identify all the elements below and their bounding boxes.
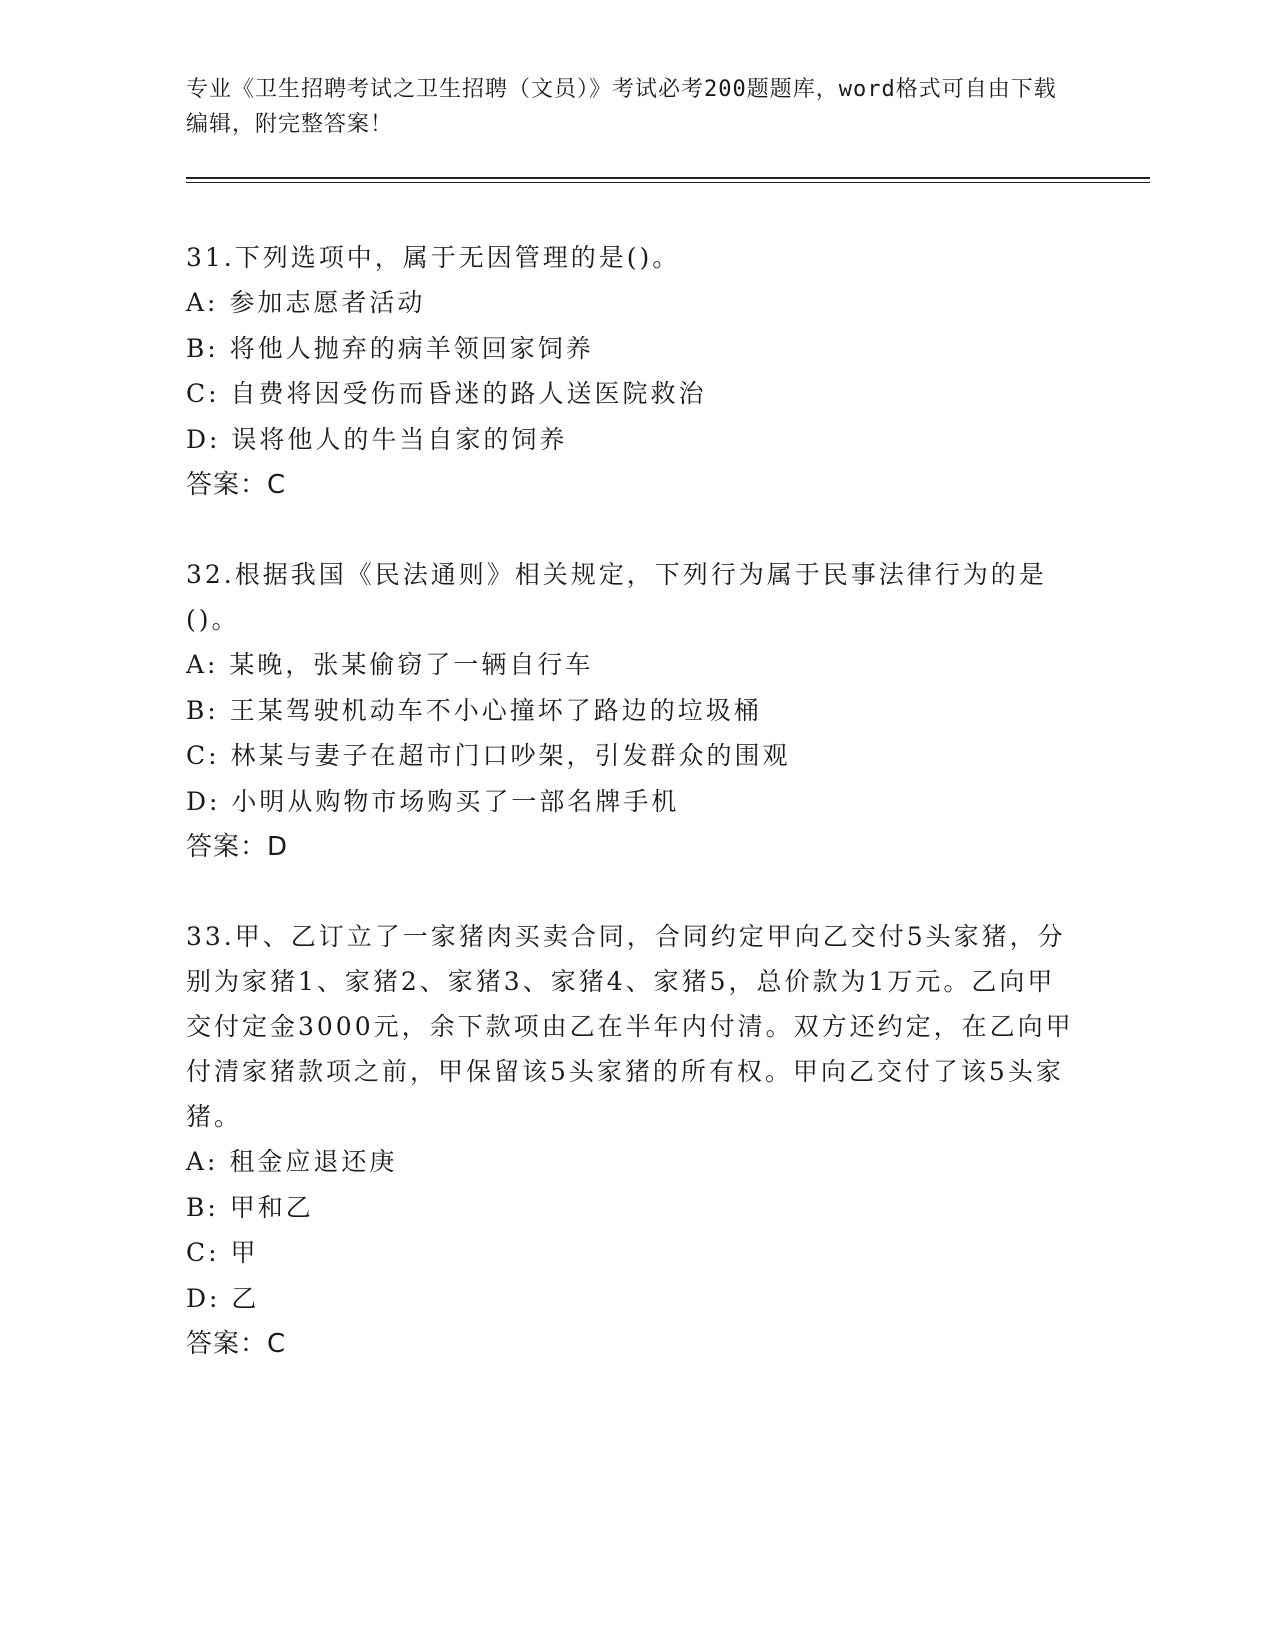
question-31 [186,235,1086,508]
answer-line: 答案：C [186,1329,287,1359]
question-stem: 31.下列选项中，属于无因管理的是()。 [186,243,681,272]
question-32 [186,552,1086,870]
option-a: A: 参加志愿者活动 [186,288,426,317]
option-d: D: 乙 [186,1283,260,1313]
option-c: C: 自费将因受伤而昏迷的路人送医院救治 [186,379,707,408]
option-b: B: 甲和乙 [186,1192,314,1222]
option-a: A: 租金应退还庚 [186,1147,398,1176]
answer-line: 答案：D [186,832,289,862]
question-stem: 32.根据我国《民法通则》相关规定，下列行为属于民事法律行为的是()。 [186,560,1047,634]
option-b: B: 王某驾驶机动车不小心撞坏了路边的垃圾桶 [186,695,762,725]
answer-line: 答案：C [186,470,287,500]
option-c: C: 林某与妻子在超市门口吵架，引发群众的围观 [186,741,791,770]
document-intro: 专业《卫生招聘考试之卫生招聘（文员）》考试必考200题题库，word格式可自由下载编辑，附完整答案！ [186,77,1057,137]
question-list [186,235,1086,1411]
option-d: D: 误将他人的牛当自家的饲养 [186,424,568,454]
option-c: C: 甲 [186,1238,259,1267]
question-stem: 33.甲、乙订立了一家猪肉买卖合同，合同约定甲向乙交付5头家猪，分别为家猪1、家猪2、家猪3、家猪4、家猪5，总价款为1万元。乙向甲交付定金3000元，余下款项由乙在半年内付清。双方还约定，在乙向甲付清家猪款项之前，甲保留该5头家猪的所有权。甲向乙交付了该5头家猪。 [186,922,1074,1131]
option-b: B: 将他人抛弃的病羊领回家饲养 [186,333,594,363]
option-d: D: 小明从购物市场购买了一部名牌手机 [186,786,680,816]
question-33 [186,914,1086,1367]
header-divider-thick [186,177,1150,179]
header-divider-thin [186,182,1150,183]
option-a: A: 某晚，张某偷窃了一辆自行车 [186,650,594,679]
